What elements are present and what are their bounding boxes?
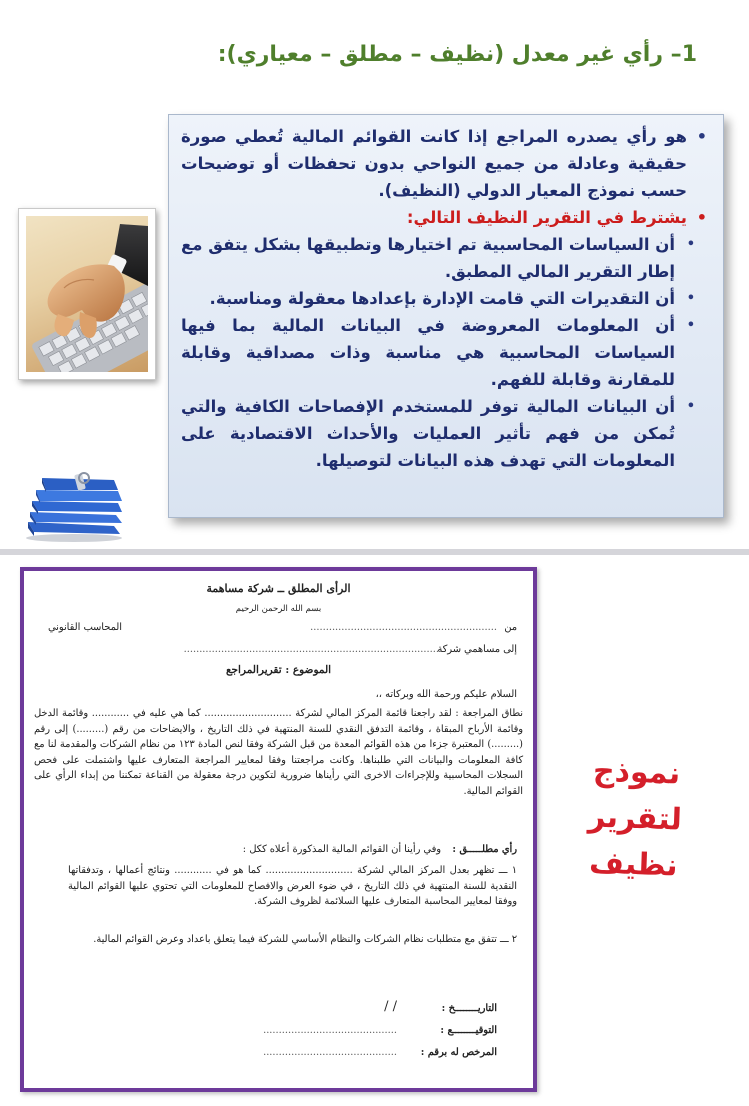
report-subject: الموضوع : تقريرالمراجع <box>225 664 332 676</box>
condition-item: • أن المعلومات المعروضة في البيانات المالية بما فيها السياسات المحاسبية هي مناسبة وذات مصداقية وقابلة للمقارنة وقابلة للفهم. <box>181 312 707 393</box>
from-label: من <box>504 622 517 633</box>
side-label <box>578 748 693 890</box>
scope-paragraph: نطاق المراجعة : لقد راجعنا قائمة المركز المالي لشركة ............................ كما هي عليه في ............ وقائمة الدخل وقائمة الأرباح المبقاة ، وقائمة التدفق النقدي للسنة المنتهية في ذلك التاريخ ، والايضاحات من رقم (.........) إلى رقم (.........) المعتبرة جزءا من هذه القوائم المعدة من قبل الشركة وفقا لنص المادة ١٢٣ من نظام الشركات والمقدمة لنا مع كافة المعلومات والبيانات التي طلبناها. وكانت مراجعتنا وفقا لمعايير المراجعة المتعارف عليها واشتملت على فحص السجلات المحاسبية وللإجراءات الاخرى التي رأيناها ضرورية لتكوين درجة معقولة من القناعة تمكننا من إبداء الرأي على القوائم المالية. <box>34 708 523 797</box>
signature-label: التوقيــــــــع : <box>440 1025 497 1036</box>
to-dots: .................................................................................. <box>183 644 439 655</box>
hand-keyboard-photo <box>18 208 156 380</box>
main-bullets <box>181 123 707 231</box>
signature-dots: ........................................... <box>263 1025 397 1036</box>
condition-item: • أن البيانات المالية توفر للمستخدم الإفصاحات الكافية والتي تُمكن من فهم تأثير العمليات والأحداث الاقتصادية على المعلومات التي تهدف هذه البيانات لتوصيلها. <box>181 393 707 474</box>
slide-title: 1– رأي غير معدل (نظيف – مطلق – معياري): <box>217 42 697 67</box>
date-value: / / <box>384 999 397 1014</box>
intro-bullet: • هو رأي يصدره المراجع إذا كانت القوائم المالية تُعطي صورة حقيقية وعادلة من جميع النواحي بدون تحفظات أو توضيحات حسب نموذج المعيار الدولي (النظيف). <box>181 123 707 204</box>
opinion-text: وفي رأينا أن القوائم المالية المذكورة أعلاه ككل : <box>242 844 441 855</box>
conditions-list <box>181 231 707 474</box>
side-label-line: نظيف <box>588 845 679 884</box>
license-dots: ........................................... <box>263 1047 397 1058</box>
to-label: إلى مساهمي شركة <box>437 644 517 655</box>
slide <box>0 0 749 549</box>
opinion-label: رأي مطلـــــق : <box>452 844 517 855</box>
hand-on-keyboard-icon <box>26 216 148 372</box>
condition-item: • أن التقديرات التي قامت الإدارة بإعدادها معقولة ومناسبة. <box>181 285 707 312</box>
opinion-item-1: ١ ـــ تظهر بعدل المركز المالي لشركة ............................ كما هو في ............ ونتائج أعمالها ، وتدفقاتها النقدية للسنة المنتهية في ذلك التاريخ ، في ضوء العرض والافصاح للمعلومات التي تحتوي عليها القوائم المالية ووفقا لمعايير المحاسبة المتعارف عليها السلائمة لظروف الشركة. <box>68 865 517 907</box>
basmala: بسم الله الرحمن الرحيم <box>235 604 322 614</box>
condition-item: • أن السياسات المحاسبية تم اختيارها وتطبيقها بشكل يتفق مع إطار التقرير المالي المطبق. <box>181 231 707 285</box>
report-section <box>0 555 749 1106</box>
side-label-line: لتقرير <box>587 799 683 838</box>
report-greeting: السلام عليكم ورحمة الله وبركاته ،، <box>375 689 517 700</box>
report-document <box>20 567 537 1092</box>
from-dots: ............................................................ <box>310 622 497 633</box>
from-title: المحاسب القانوني <box>48 622 122 633</box>
opinion-item-2: ٢ ـــ تتفق مع متطلبات نظام الشركات والنظام الأساسي للشركة فيما يتعلق باعداد وعرض القوائم المالية. <box>93 934 517 945</box>
condition-heading: • يشترط في التقرير النظيف التالي: <box>181 204 707 231</box>
stacked-blue-folders-icon <box>22 470 126 544</box>
side-label-line: نموذج <box>592 753 681 792</box>
content-box <box>168 114 724 518</box>
date-label: التاريــــــــخ : <box>441 1003 497 1014</box>
license-label: المرخص له برقم : <box>420 1047 497 1058</box>
report-title: الرأى المطلق ــ شركة مساهمة <box>206 582 351 595</box>
